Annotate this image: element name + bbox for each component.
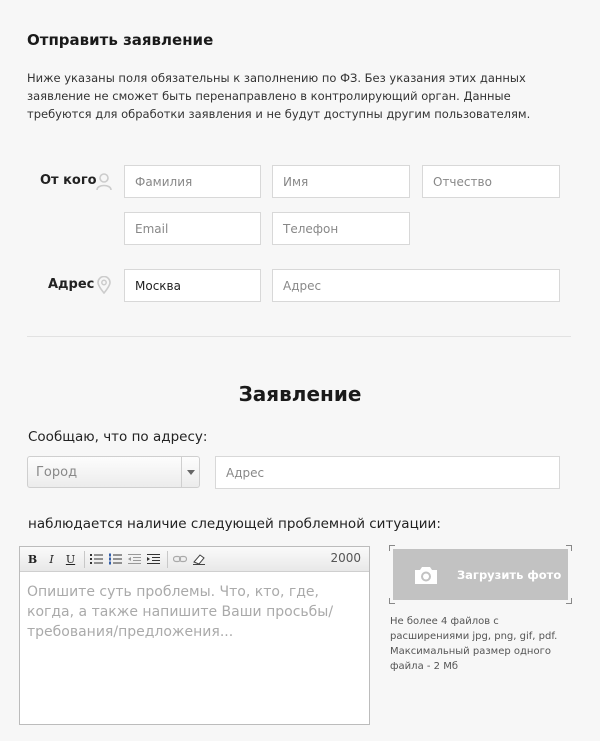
editor-toolbar [20,547,369,572]
incident-address-input[interactable]: Адрес [215,456,560,489]
link-icon[interactable] [171,551,188,568]
char-counter: 2000 [330,551,361,565]
email-input[interactable]: Email [124,212,261,245]
address-label: Адрес [48,277,95,292]
person-icon [96,173,112,191]
city-select[interactable] [27,456,200,488]
problem-textarea[interactable]: Опишите суть проблемы. Что, кто, где, когда, а также напишите Ваши просьбы/требования/предложения... [27,584,334,640]
underline-button[interactable]: U [65,552,76,566]
camera-icon [413,565,439,585]
problem-editor[interactable] [19,546,370,725]
last-name-input[interactable]: Фамилия [124,165,261,198]
city-input[interactable]: Москва [124,269,261,302]
upload-button-label: Загрузить фото [457,567,562,582]
bold-button[interactable]: B [27,552,38,566]
toolbar-separator [167,551,168,568]
statement-title: Заявление [238,382,362,406]
upload-dropzone[interactable] [389,545,572,604]
indent-icon[interactable] [145,551,162,568]
chevron-down-icon[interactable] [181,457,199,487]
upload-photo-button[interactable] [393,549,568,600]
report-address-label: Сообщаю, что по адресу: [28,429,208,445]
situation-label: наблюдается наличие следующей проблемной ситуации: [28,516,441,532]
from-label: От кого [40,173,97,188]
first-name-input[interactable]: Имя [272,165,410,198]
required-fields-notice: Ниже указаны поля обязательны к заполнению по ФЗ. Без указания этих данных заявление не сможет быть перенаправлено в контролирующий орган. Данные требуются для обработки заявления и не будут доступны другим пользователям. [27,71,531,121]
outdent-icon[interactable] [126,551,143,568]
bullet-list-icon[interactable] [88,551,105,568]
toolbar-separator [84,551,85,568]
city-select-value: Город [36,464,78,480]
location-pin-icon [96,276,112,294]
upload-note: Не более 4 файлов с расширениями jpg, png, gif, pdf. Максимальный размер одного файла - 2 Мб [390,616,558,672]
phone-input[interactable]: Телефон [272,212,410,245]
eraser-icon[interactable] [190,551,207,568]
street-address-input[interactable]: Адрес [272,269,560,302]
italic-button[interactable]: I [49,552,54,566]
middle-name-input[interactable]: Отчество [422,165,560,198]
form-title: Отправить заявление [27,31,214,49]
numbered-list-icon[interactable] [107,551,124,568]
section-divider [27,336,571,337]
